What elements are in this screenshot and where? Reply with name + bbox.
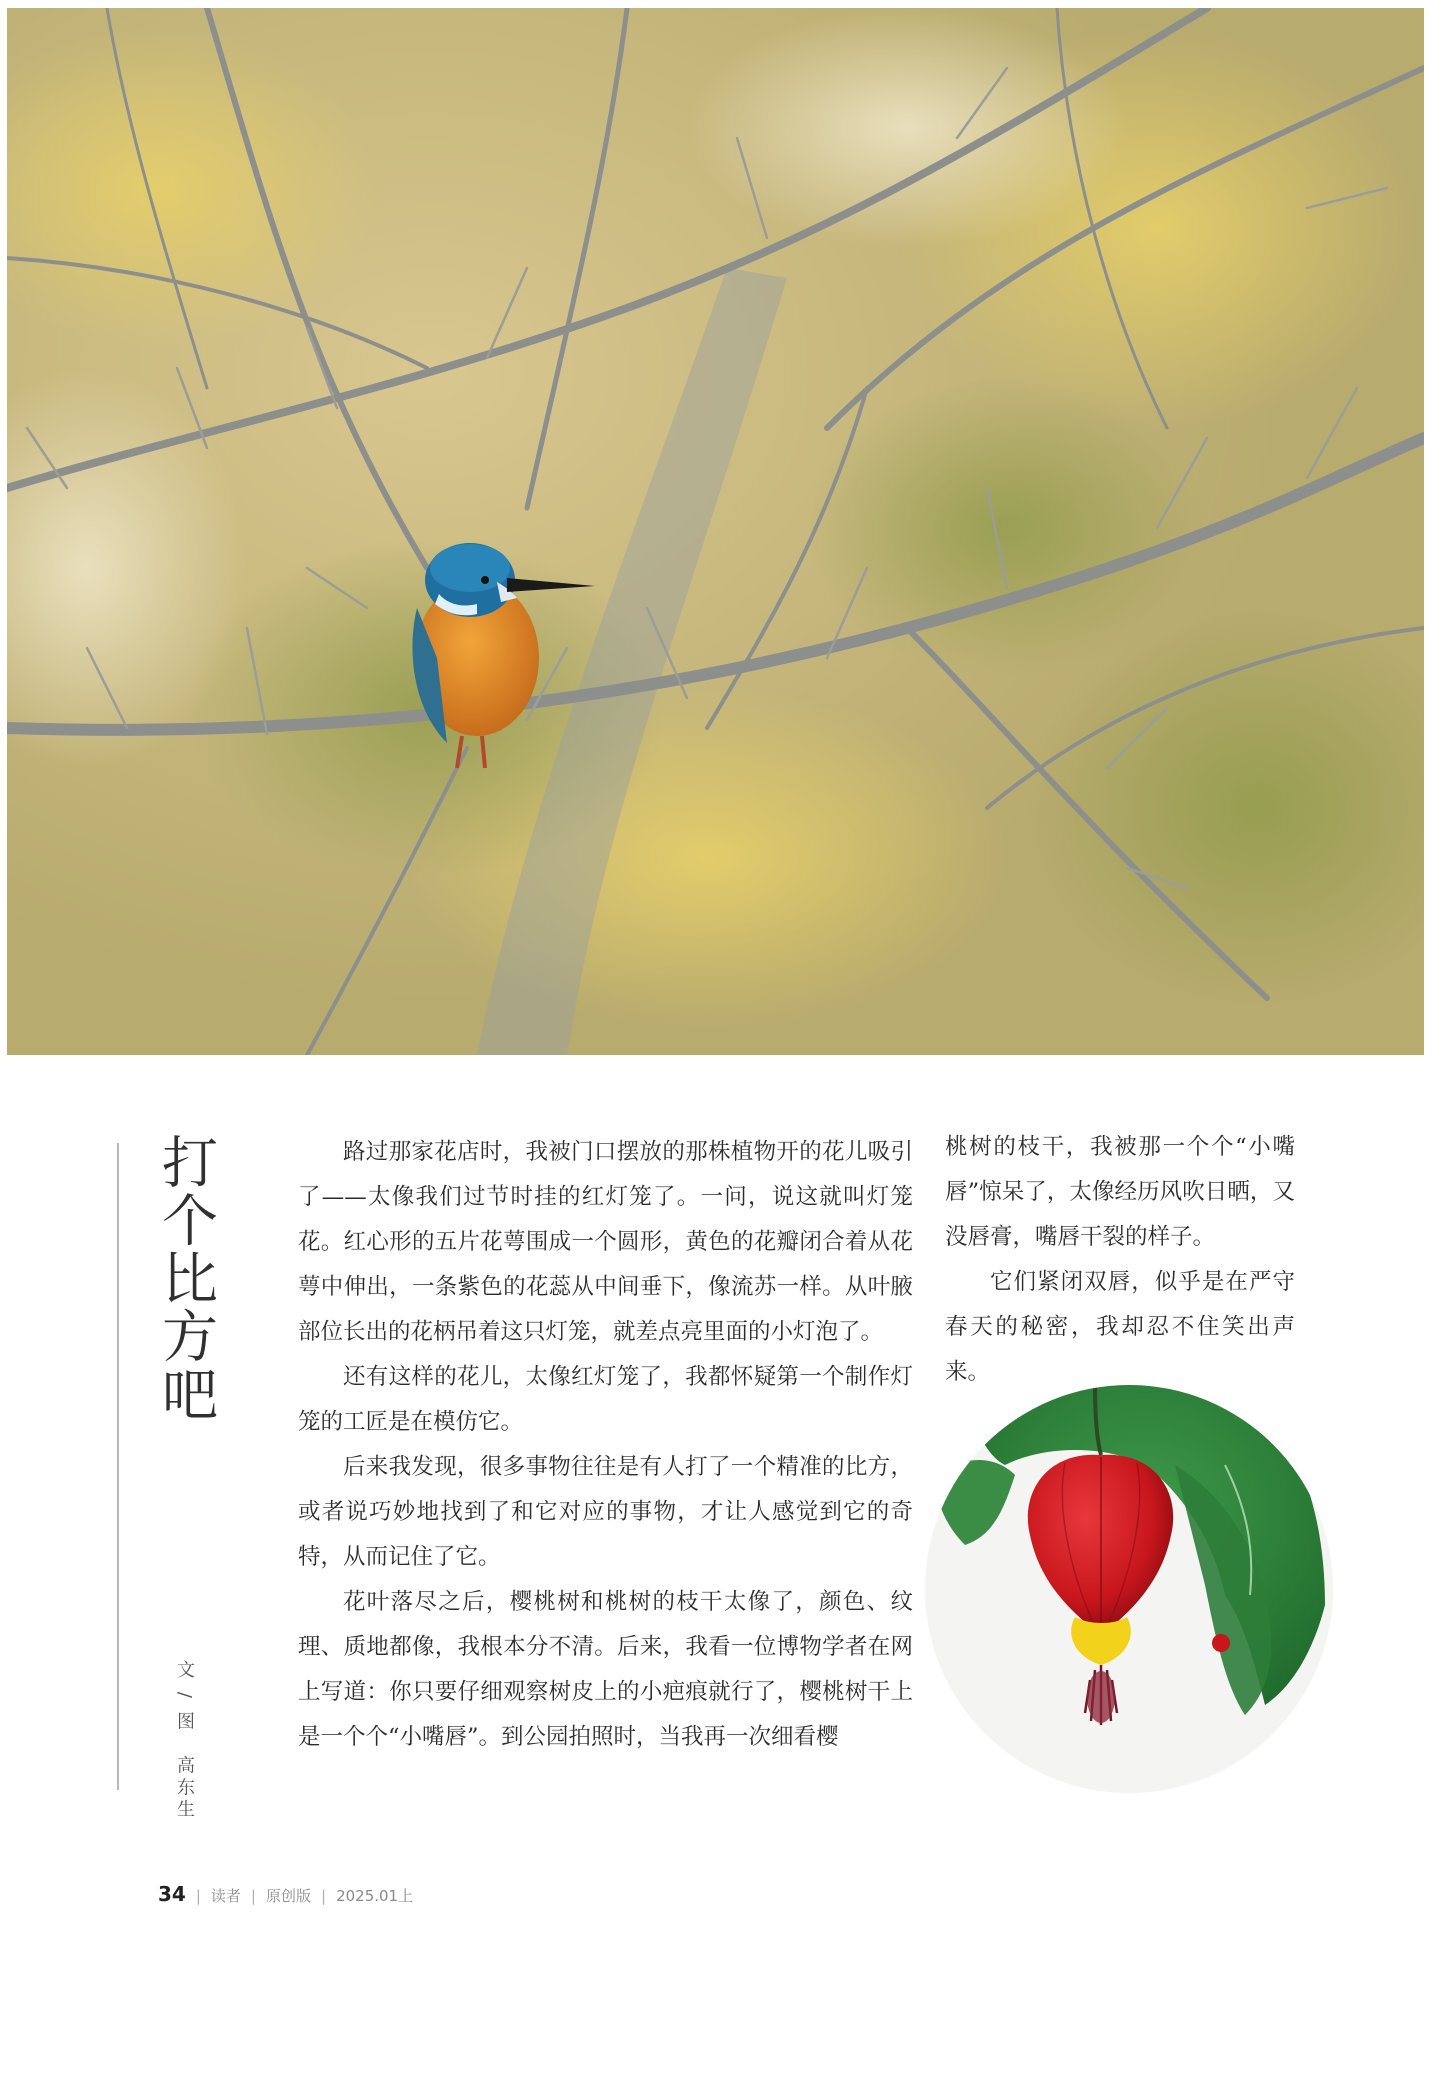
body-column-2 [945, 1125, 1295, 1395]
lantern-flower-drawing [925, 1385, 1333, 1793]
article-byline: 文 / 图 高东生 [174, 1660, 195, 1822]
body-column-1 [298, 1130, 913, 1760]
kingfisher-photo-drawing [7, 8, 1424, 1055]
page-number: 34 [158, 1882, 186, 1906]
kingfisher-photo [7, 8, 1424, 1055]
page-footer [158, 1882, 413, 1906]
paragraph: 还有这样的花儿，太像红灯笼了，我都怀疑第一个制作灯笼的工匠是在模仿它。 [298, 1364, 913, 1435]
article-title: 打个比方吧 [153, 1133, 218, 1423]
magazine-name: 读者 [210, 1887, 241, 1905]
paragraph: 它们紧闭双唇，似乎是在严守春天的秘密，我却忍不住笑出声来。 [945, 1269, 1295, 1385]
paragraph: 路过那家花店时，我被门口摆放的那株植物开的花儿吸引了——太像我们过节时挂的红灯笼了。一问，说这就叫灯笼花。红心形的五片花萼围成一个圆形，黄色的花瓣闭合着从花萼中伸出，一条紫色的花蕊从中间垂下，像流苏一样。从叶腋部位长出的花柄吊着这只灯笼，就差点亮里面的小灯泡了。 [298, 1139, 913, 1345]
footer-separator: | [195, 1887, 201, 1905]
paragraph: 花叶落尽之后，樱桃树和桃树的枝干太像了，颜色、纹理、质地都像，我根本分不清。后来，我看一位博物学者在网上写道：你只要仔细观察树皮上的小疤痕就行了，樱桃树干上是一个个“小嘴唇”。到公园拍照时，当我再一次细看樱 [298, 1589, 913, 1750]
lantern-flower-photo [925, 1385, 1333, 1793]
magazine-edition: 原创版 [265, 1887, 311, 1905]
issue-date: 2025.01上 [336, 1887, 414, 1905]
paragraph: 后来我发现，很多事物往往是有人打了一个精准的比方，或者说巧妙地找到了和它对应的事物，才让人感觉到它的奇特，从而记住了它。 [298, 1454, 913, 1570]
paragraph-continued: 桃树的枝干，我被那一个个“小嘴唇”惊呆了，太像经历风吹日晒，又没唇膏，嘴唇干裂的样子。 [945, 1134, 1295, 1250]
title-divider [117, 1143, 119, 1790]
footer-separator: | [250, 1887, 256, 1905]
footer-separator: | [321, 1887, 327, 1905]
